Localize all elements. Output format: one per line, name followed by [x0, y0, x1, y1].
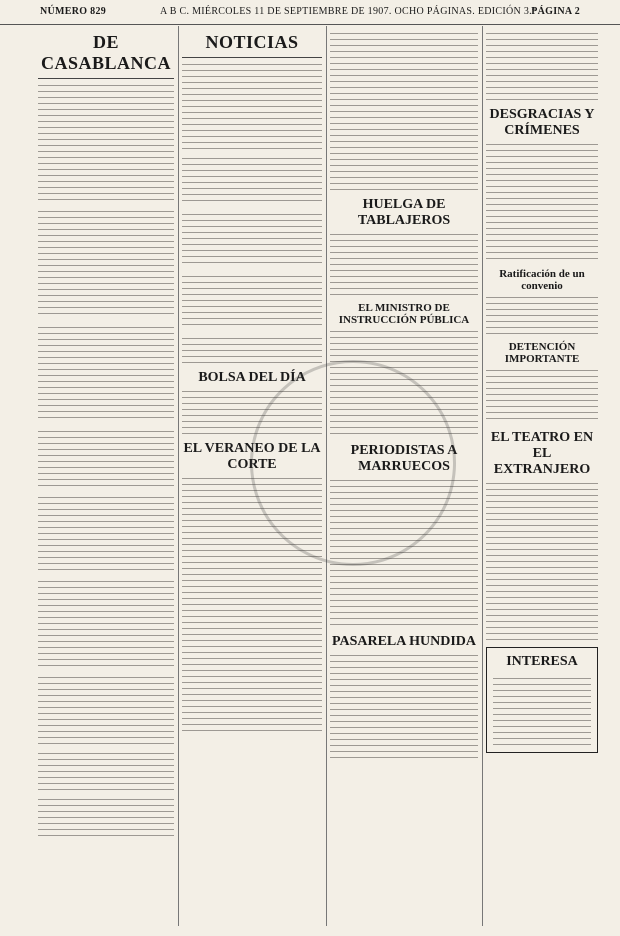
article-text: [38, 495, 174, 573]
article-text: [38, 429, 174, 489]
page-number: PÁGINA 2: [531, 6, 580, 17]
article-text: [182, 274, 322, 330]
headline-de-casablanca: DE CASABLANCA: [40, 32, 171, 73]
rule: [38, 78, 174, 79]
article-text: [486, 295, 598, 335]
article-text: [182, 336, 322, 364]
article-text: [38, 675, 174, 745]
headline-huelga-de-tablajeros: HUELGA DE TABLAJEROS: [357, 197, 451, 228]
headline-detencion-importante: DETENCIÓN IMPORTANTE: [504, 341, 580, 365]
headline-el-ministro-de-instruccion-publica: EL MINISTRO DE INSTRUCCIÓN PÚBLICA: [338, 302, 470, 326]
headline-el-veraneo-de-la-corte: EL VERANEO DE LA CORTE: [183, 441, 321, 472]
headline-pasarela-hundida: PASARELA HUNDIDA: [331, 634, 477, 649]
headline-ratificacion-de-un-convenio: Ratificación de un convenio: [499, 268, 585, 292]
rule: [182, 57, 322, 58]
issue-number: NÚMERO 829: [40, 6, 107, 17]
headline-noticias: NOTICIAS: [205, 32, 299, 52]
article-text: [38, 325, 174, 423]
column-1: [38, 28, 174, 926]
dateline: A B C. MIÉRCOLES 11 DE SEPTIEMBRE DE 1907. OCHO PÁGINAS. EDICIÓN 3.ª: [160, 6, 536, 17]
headline-bolsa-del-dia: BOLSA DEL DÍA: [198, 370, 306, 385]
notice-text: [493, 676, 591, 746]
page-header: [0, 0, 620, 25]
article-text: [486, 481, 598, 641]
article-text: [38, 797, 174, 837]
article-text: [182, 212, 322, 268]
article-text: [330, 232, 478, 296]
headline-periodistas-a-marruecos: PERIODISTAS A MARRUECOS: [350, 443, 458, 474]
column-4: [486, 28, 598, 926]
headline-el-teatro-en-el-extranjero: EL TEATRO EN EL EXTRANJERO: [490, 430, 594, 477]
article-text: [38, 751, 174, 791]
article-text: [38, 579, 174, 669]
article-text: [486, 142, 598, 262]
article-text: [182, 62, 322, 150]
notice-box: [486, 647, 598, 753]
article-text: [330, 31, 478, 191]
article-text: [486, 31, 598, 101]
column-divider: [178, 26, 179, 926]
article-text: [182, 156, 322, 206]
column-divider: [482, 26, 483, 926]
article-text: [486, 368, 598, 424]
article-text: [38, 83, 174, 203]
notice-title: INTERESA: [506, 654, 578, 669]
article-text: [38, 209, 174, 319]
headline-desgracias-y-crimenes: DESGRACIAS Y CRÍMENES: [489, 107, 595, 138]
article-text: [330, 653, 478, 763]
